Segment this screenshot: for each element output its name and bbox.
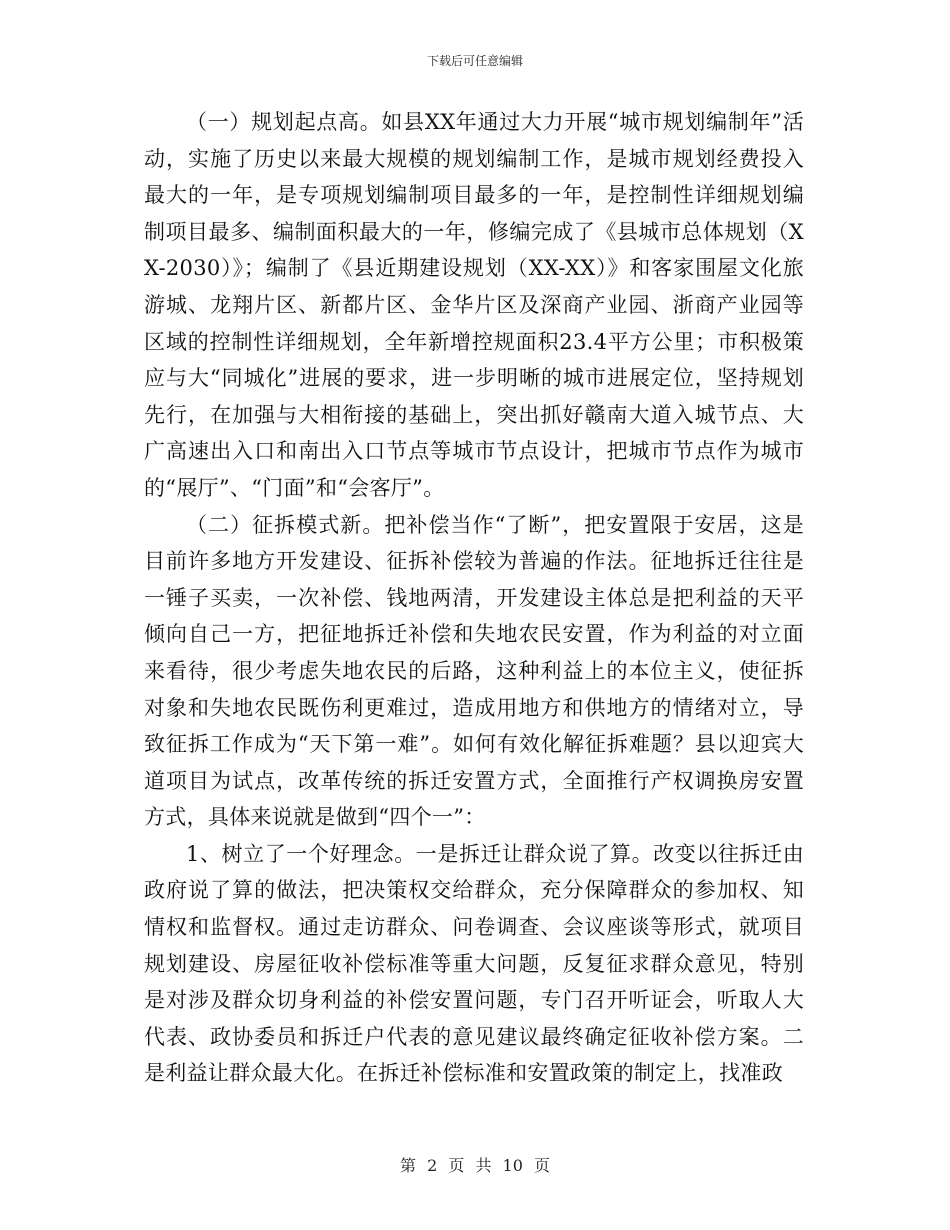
paragraph-demolition-mode: （二）征拆模式新。把补偿当作“了断”，把安置限于安居，这是目前许多地方开发建设、征拆补偿较为普遍的作法。征地拆迁往往是一锤子买卖，一次补偿、钱地两清，开发建设主体总是把利益的天平倾向自己一方，把征地拆迁补偿和失地农民安置，作为利益的对立面来看待，很少考虑失地农民的后路，这种利益上的本位主义，使征拆对象和失地农民既伤利更难过，造成用地方和供地方的情绪对立，导致征拆工作成为“天下第一难”。如何有效化解征拆难题？县以迎宾大道项目为试点，改革传统的拆迁安置方式，全面推行产权调换房安置方式，具体来说就是做到“四个一”： (144, 512, 804, 830)
page-footer: 第 2 页 共 10 页 (400, 1156, 550, 1175)
document-body (144, 104, 804, 1092)
paragraph-good-concept: 1、树立了一个好理念。一是拆迁让群众说了算。改变以往拆迁由政府说了算的做法，把决策权交给群众，充分保障群众的参加权、知情权和监督权。通过走访群众、问卷调查、会议座谈等形式，就项目规划建设、房屋征收补偿标准等重大问题，反复征求群众意见，特别是对涉及群众切身利益的补偿安置问题，专门召开听证会，听取人大代表、政协委员和拆迁户代表的意见建议最终确定征收补偿方案。二是利益让群众最大化。在拆迁补偿标准和安置政策的制定上，找准政 (144, 841, 804, 1086)
paragraph-planning: （一）规划起点高。如县XX年通过大力开展“城市规划编制年”活动，实施了历史以来最大规模的规划编制工作，是城市规划经费投入最大的一年，是专项规划编制项目最多的一年，是控制性详细规划编制项目最多、编制面积最大的一年，修编完成了《县城市总体规划（XX-2030）》；编制了《县近期建设规划（XX-XX）》和客家围屋文化旅游城、龙翔片区、新都片区、金华片区及深商产业园、浙商产业园等区域的控制性详细规划，全年新增控规面积23.4平方公里；市积极策应与大“同城化”进展的要求，进一步明晰的城市进展定位，坚持规划先行，在加强与大相衔接的基础上，突出抓好赣南大道入城节点、大广高速出入口和南出入口节点等城市节点设计，把城市节点作为城市的“展厅”、“门面”和“会客厅”。 (144, 110, 804, 500)
page-header: 下载后可任意编辑 (426, 54, 523, 68)
